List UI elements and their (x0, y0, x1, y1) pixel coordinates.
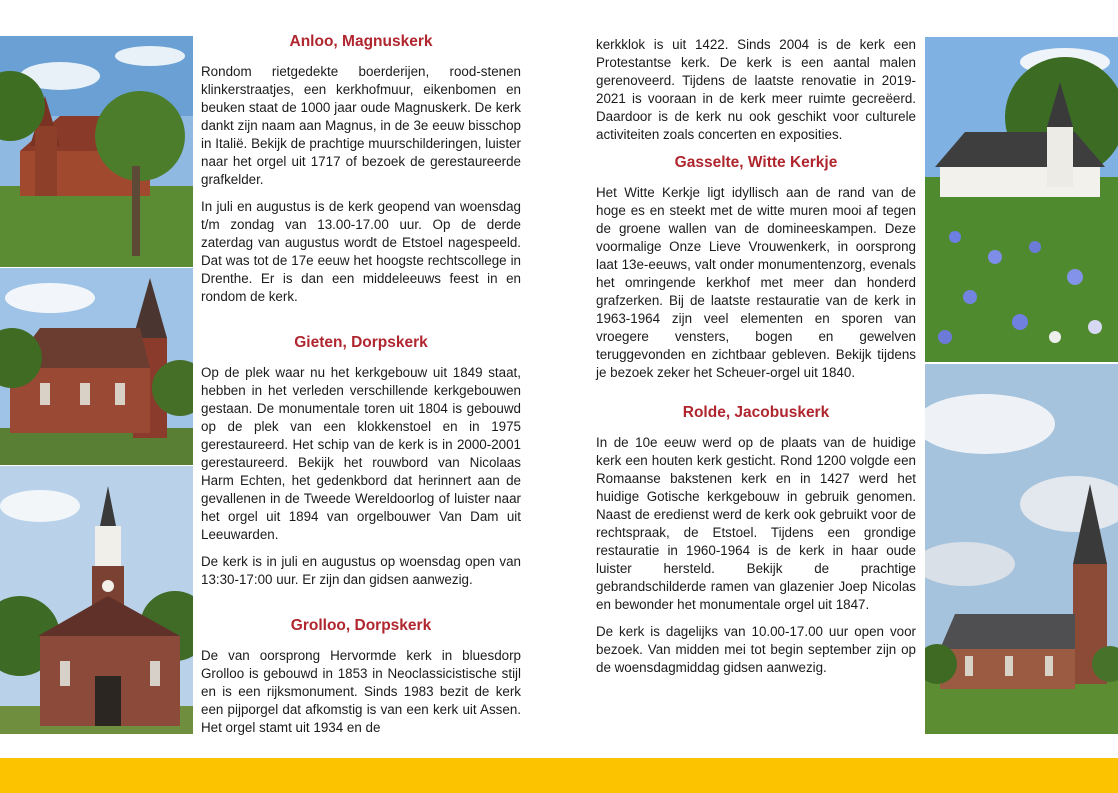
paragraph-grolloo-continued: kerkklok is uit 1422. Sinds 2004 is de kerk een Protestantse kerk. De kerk is een aantal malen gerenoveerd. Tijdens de laatste renovatie in 2019-2021 is vooraan in de kerk meer ruimte gecreëerd. Daardoor is de kerk nu ook geschikt voor culturele activiteiten zoals concerten en exposities. (596, 37, 916, 142)
paragraph-rolde-1: In de 10e eeuw werd op de plaats van de huidige kerk een houten kerk gesticht. Rond 1200 volgde een Romaanse bakstenen kerk en in 1427 werd het huidige Gotische kerkgebouw in gebruik genomen. Naast de eredienst werd de kerk ook gebruikt voor de rechtspraak, de Etstoel. Tijdens een grondige restauratie in 1960-1964 is de kerk in haar oude luister hersteld. Bekijk de prachtige gebrandschilderde ramen van glazenier Joep Nicolas en bewonder het monumentale orgel uit 1847. (596, 435, 916, 612)
paragraph-gasselte-1: Het Witte Kerkje ligt idyllisch aan de rand van de hoge es en steekt met de witte muren mooi af tegen de groene wallen van de domineeskampen. Deze voormalige Onze Lieve Vrouwenkerk, in oorsprong laat 13e-eeuws, valt onder monumentenzorg, evenals het omringende kerkhof met meer dan honderd grafzerken. Bij de laatste restauratie van de kerk in 1963-1964 zijn veel elementen en sporen van vroegere vensters, bogen en gewelven teruggevonden en zichtbaar gebleven. Bekijk tijdens je bezoek zeker het Scheuer-orgel uit 1840. (596, 185, 916, 380)
photo-gasselte-church (925, 37, 1118, 362)
section-gasselte (596, 153, 916, 382)
section-title-gieten: Gieten, Dorpskerk (294, 334, 428, 351)
paragraph-anloo-2: In juli en augustus is de kerk geopend van woensdag t/m zondag van 13.00-17.00 uur. Op de derde zaterdag van augustus wordt de Etstoel nagespeeld. Dat was tot de 17e eeuw het hoogste rechtscollege in Drenthe. Er is dan een middeleeuws feest in en rondom de kerk. (201, 199, 521, 304)
section-rolde (596, 403, 916, 677)
paragraph-grolloo-1: De van oorsprong Hervormde kerk in bluesdorp Grolloo is gebouwd in 1853 in Neoclassicistische stijl en is een rijksmonument. Sinds 1983 bezit de kerk een pijporgel dat afkomstig is van een kerk uit Assen. Het orgel stamt uit 1934 en de (201, 648, 521, 735)
photo-grolloo-church (0, 466, 193, 734)
footer-band (0, 758, 1118, 793)
section-title-gasselte: Gasselte, Witte Kerkje (674, 154, 838, 171)
paragraph-gieten-2: De kerk is in juli en augustus op woensdag open van 13:30-17:00 uur. Er zijn dan gidsen aanwezig. (201, 554, 521, 587)
section-title-anloo: Anloo, Magnuskerk (289, 33, 433, 50)
photo-rolde-church (925, 364, 1118, 734)
photo-gieten-church (0, 268, 193, 465)
section-anloo (201, 32, 521, 306)
text-column-left (201, 32, 521, 746)
photo-anloo-church (0, 36, 193, 267)
text-column-right (596, 36, 916, 686)
section-grolloo (201, 616, 521, 737)
section-title-grolloo: Grolloo, Dorpskerk (290, 617, 432, 634)
paragraph-anloo-1: Rondom rietgedekte boerderijen, rood-stenen klinkerstraatjes, een kerkhofmuur, eikenbomen en beuken staat de 1000 jaar oude Magnuskerk. De kerk dankt zijn naam aan Magnus, in de 3e eeuw bisschop in Italië. Bekijk de prachtige muurschilderingen, luister naar het orgel uit 1717 of bezoek de gerestaureerde grafkelder. (201, 64, 521, 187)
paragraph-gieten-1: Op de plek waar nu het kerkgebouw uit 1849 staat, hebben in het verleden verschillende kerkgebouwen gestaan. De monumentale toren uit 1804 is gebouwd op de plek van een klokkenstoel en in 1975 gerestaureerd. Het schip van de kerk is in 2000-2001 gerestaureerd. Bekijk het rouwbord van Nicolaas Harm Echten, het gedenkbord dat herinnert aan de gevallenen in de Tweede Wereldoorlog of luister naar het orgel uit 1894 van orgelbouwer Van Dam uit Leeuwarden. (201, 365, 521, 542)
paragraph-rolde-2: De kerk is dagelijks van 10.00-17.00 uur open voor bezoek. Van midden mei tot begin september zijn op de woensdagmiddag gidsen aanwezig. (596, 624, 916, 675)
section-title-rolde: Rolde, Jacobuskerk (682, 404, 830, 421)
section-gieten (201, 333, 521, 589)
